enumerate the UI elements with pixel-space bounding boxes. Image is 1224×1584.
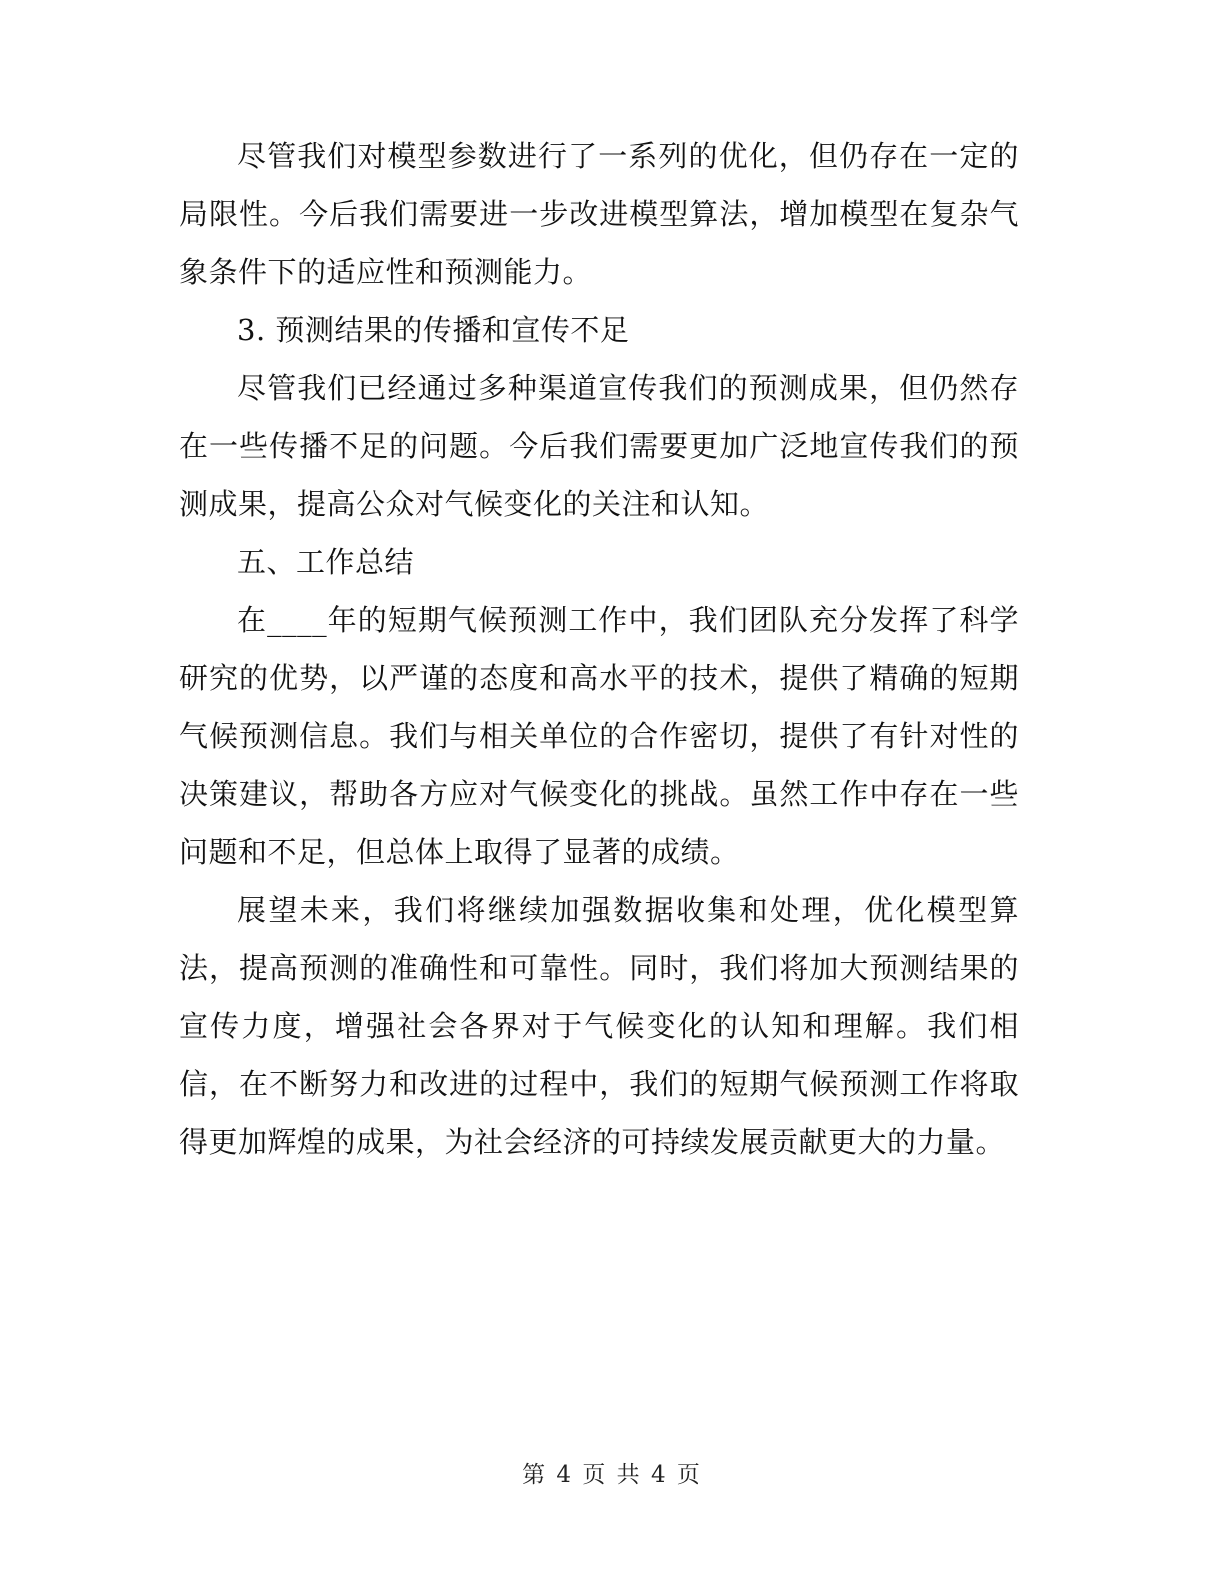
page-number-footer: 第 4 页 共 4 页 <box>522 1462 702 1488</box>
section-heading-dissemination: 3. 预测结果的传播和宣传不足 <box>237 313 630 347</box>
paragraph-dissemination: 尽管我们已经通过多种渠道宣传我们的预测成果，但仍然存在一些传播不足的问题。今后我们需要更加广泛地宣传我们的预测成果，提高公众对气候变化的关注和认知。 <box>179 371 1019 521</box>
section-heading-summary: 五、工作总结 <box>237 545 415 579</box>
paragraph-model-limitations: 尽管我们对模型参数进行了一系列的优化，但仍存在一定的局限性。今后我们需要进一步改进模型算法，增加模型在复杂气象条件下的适应性和预测能力。 <box>179 139 1019 289</box>
paragraph-summary: 在____年的短期气候预测工作中，我们团队充分发挥了科学研究的优势，以严谨的态度和高水平的技术，提供了精确的短期气候预测信息。我们与相关单位的合作密切，提供了有针对性的决策建议，帮助各方应对气候变化的挑战。虽然工作中存在一些问题和不足，但总体上取得了显著的成绩。 <box>179 603 1019 869</box>
paragraph-outlook: 展望未来，我们将继续加强数据收集和处理，优化模型算法，提高预测的准确性和可靠性。同时，我们将加大预测结果的宣传力度，增强社会各界对于气候变化的认知和理解。我们相信，在不断努力和改进的过程中，我们的短期气候预测工作将取得更加辉煌的成果，为社会经济的可持续发展贡献更大的力量。 <box>179 893 1019 1159</box>
document-body <box>179 127 1019 1171</box>
